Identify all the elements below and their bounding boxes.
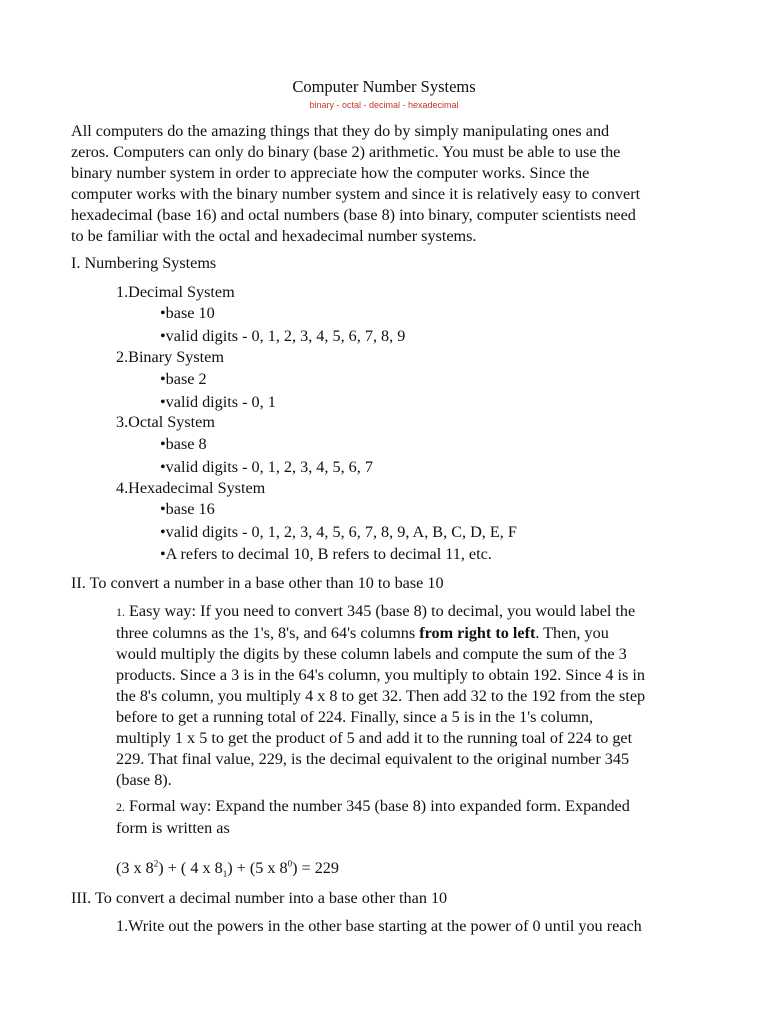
paragraph-line — [116, 796, 706, 818]
text-run: Formal way: Expand the number 345 (base 8) into expanded form. Expanded — [125, 797, 630, 815]
intro-line: computer works with the binary number system and since it is relatively easy to convert — [71, 185, 641, 203]
section-heading-convert-from-decimal: III. To convert a decimal number into a base other than 10 — [71, 889, 448, 907]
list-item-decimal-system: 1.Decimal System — [116, 283, 235, 301]
section-heading-numbering-systems: I. Numbering Systems — [71, 254, 217, 272]
text-run: three columns as the 1's, 8's, and 64's columns — [116, 624, 420, 642]
exponent: 2 — [153, 858, 159, 869]
bullet-item: •base 2 — [160, 370, 207, 388]
expanded-form-formula — [116, 858, 706, 879]
document-title: Computer Number Systems — [292, 77, 476, 96]
list-item-binary-system: 2.Binary System — [116, 348, 224, 366]
list-item-octal-system: 3.Octal System — [116, 413, 215, 431]
text-run: Easy way: If you need to convert 345 (base 8) to decimal, you would label the — [125, 602, 636, 620]
exponent: 0 — [287, 858, 293, 869]
bullet-item: •base 10 — [160, 304, 215, 322]
text-run: . Then, you — [535, 624, 609, 642]
bullet-item: •valid digits - 0, 1, 2, 3, 4, 5, 6, 7, 8, 9 — [160, 327, 406, 345]
bullet-item: •base 16 — [160, 500, 215, 518]
intro-line: binary number system in order to appreciate how the computer works. Since the — [71, 164, 590, 182]
formula-part: ) + ( 4 x 8 — [158, 859, 223, 877]
bullet-item: •base 8 — [160, 435, 207, 453]
paragraph-line: the 8's column, you multiply 4 x 8 to get 32. Then add 32 to the 192 from the step — [116, 687, 646, 705]
emphasis-text: from right to left — [419, 624, 536, 642]
document-subtitle: binary - octal - decimal - hexadecimal — [309, 100, 459, 110]
bullet-item: •valid digits - 0, 1, 2, 3, 4, 5, 6, 7 — [160, 458, 373, 476]
intro-line: hexadecimal (base 16) and octal numbers (base 8) into binary, computer scientists need — [71, 206, 636, 224]
paragraph-line: 229. That final value, 229, is the decimal equivalent to the original number 345 — [116, 750, 630, 768]
paragraph-line: products. Since a 3 is in the 64's column, you multiply to obtain 192. Since 4 is in — [116, 666, 645, 684]
list-item-step-1: 1.Write out the powers in the other base starting at the power of 0 until you reach — [116, 917, 642, 935]
paragraph-line — [116, 623, 706, 644]
paragraph-line: would multiply the digits by these column labels and compute the sum of the 3 — [116, 645, 627, 663]
formula-part: ) = 229 — [292, 859, 339, 877]
formula-part: ) + (5 x 8 — [227, 859, 288, 877]
formula-part: (3 x 8 — [116, 859, 154, 877]
paragraph-line: form is written as — [116, 819, 230, 837]
intro-paragraph — [71, 121, 701, 247]
bullet-item: •valid digits - 0, 1 — [160, 393, 276, 411]
formal-way-paragraph — [116, 796, 706, 839]
paragraph-line: (base 8). — [116, 771, 172, 789]
bullet-item: •A refers to decimal 10, B refers to decimal 11, etc. — [160, 545, 492, 563]
intro-line: All computers do the amazing things that they do by simply manipulating ones and — [71, 122, 610, 140]
bullet-item: •valid digits - 0, 1, 2, 3, 4, 5, 6, 7, 8, 9, A, B, C, D, E, F — [160, 523, 517, 541]
paragraph-line: multiply 1 x 5 to get the product of 5 and add it to the running toal of 224 to get — [116, 729, 633, 747]
exponent: 1 — [222, 869, 228, 880]
section-heading-convert-to-base-10: II. To convert a number in a base other than 10 to base 10 — [71, 574, 444, 592]
intro-line: to be familiar with the octal and hexadecimal number systems. — [71, 227, 477, 245]
list-number: 1. — [116, 605, 125, 619]
paragraph-line — [116, 601, 706, 623]
list-number: 2. — [116, 800, 125, 814]
intro-line: zeros. Computers can only do binary (base 2) arithmetic. You must be able to use the — [71, 143, 621, 161]
list-item-hexadecimal-system: 4.Hexadecimal System — [116, 479, 266, 497]
paragraph-line: before to get a running total of 224. Finally, since a 5 is in the 1's column, — [116, 708, 594, 726]
easy-way-paragraph — [116, 601, 706, 791]
